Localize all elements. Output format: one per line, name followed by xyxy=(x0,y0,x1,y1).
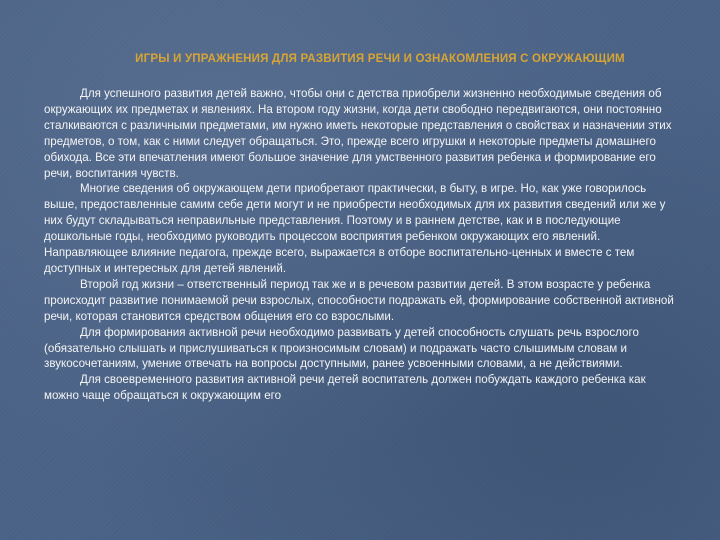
slide-body xyxy=(44,86,678,404)
paragraph-3: Второй год жизни – ответственный период так же и в речевом развитии детей. В этом возрасте у ребенка происходит развитие понимаемой речи взрослых, способности подражать ей, формирование собственной активной речи, которая становится средством общения его со взрослыми. xyxy=(44,277,674,323)
paragraph-1: Для успешного развития детей важно, чтобы они с детства приобрели жизненно необходимые сведения об окружающих их предметах и явлениях. На втором году жизни, когда дети свободно передвигаются, они постоянно сталкиваются с различными предметами, им нужно иметь некоторые представления о свойствах и назначении этих предметов, о том, как с ними следует обращаться. Это, прежде всего игрушки и некоторые предметы домашнего обихода. Все эти впечатления имеют большое значение для умственного развития ребенка и формирование его речи, воспитания чувств. xyxy=(44,87,672,180)
paragraph-2: Многие сведения об окружающем дети приобретают практически, в быту, в игре. Но, как уже говорилось выше, предоставленные самим себе дети могут и не приобрести необходимых для их развития сведений или же у них будут складываться неправильные представления. Поэтому и в раннем детстве, как и в последующие дошкольные годы, необходимо руководить процессом восприятия ребенком окружающих его явлений. Направляющее влияние педагога, прежде всего, выражается в отборе воспитательно-ценных и вместе с тем доступных и интересных для детей явлений. xyxy=(44,182,666,275)
paragraph-5: Для своевременного развития активной речи детей воспитатель должен побуждать каждого ребенка как можно чаще обращаться к окружающим его xyxy=(44,373,646,403)
paragraph-4: Для формирования активной речи необходимо развивать у детей способность слушать речь взрослого (обязательно слышать и прислушиваться к произносимым словам) и подражать часто слышимым словам и звукосочетаниям, умение отвечать на вопросы доступными, ранее усвоенными словами, а не действиями. xyxy=(44,325,639,371)
slide-title: ИГРЫ И УПРАЖНЕНИЯ ДЛЯ РАЗВИТИЯ РЕЧИ И ОЗНАКОМЛЕНИЯ С ОКРУЖАЮЩИМ xyxy=(135,53,625,65)
